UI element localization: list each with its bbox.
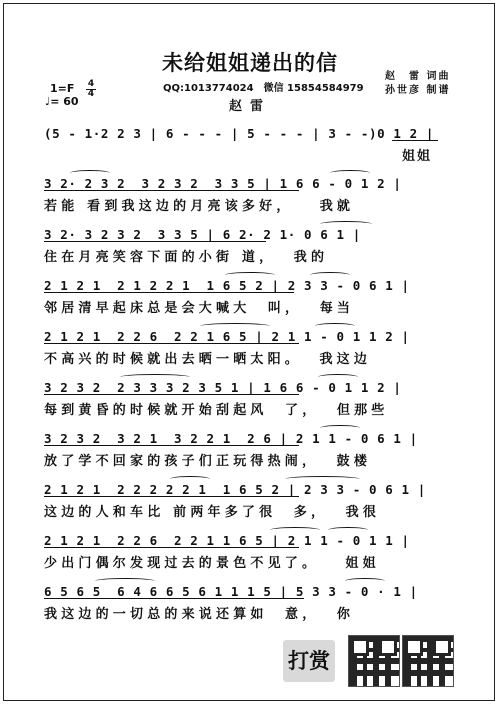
slur: [95, 578, 155, 584]
notation-row: 2 1 2 1 2 1 2 2 1 1 6 5 2 | 2 3 3 - 0 6 1 |: [44, 278, 410, 293]
slur: [328, 527, 368, 533]
slur: [330, 170, 370, 176]
lyric-row: 邻居清早起床总是会大喊大 叫， 每当: [44, 301, 355, 316]
lyric-row: 我这边的一切总的来说还算如 意， 你: [44, 607, 355, 622]
qr-code-icon: [402, 635, 454, 687]
notation-row: 2 1 2 1 2 2 6 2 2 1 6 5 | 2 1 1 - 0 1 1 2 |: [44, 329, 410, 344]
slur: [120, 374, 190, 380]
slur: [270, 527, 320, 533]
beam-line: [44, 496, 299, 497]
lyric-row: 这边的人和车比 前两年多了很 多， 我很: [44, 505, 381, 520]
key-signature: 1=F: [50, 82, 75, 95]
slur: [70, 170, 110, 176]
author-name: 赵雷: [228, 99, 271, 114]
intro-notes: (5 - 1·2 2 3 | 6 - - - | 5 - - - | 3 - -)0 1 2 |: [44, 126, 435, 141]
time-sig-bottom: 4: [87, 89, 95, 99]
beam-line: [392, 140, 438, 141]
lyric-row: 住在月亮笑容下面的小街 道， 我的: [44, 250, 329, 265]
beam-line: [44, 445, 299, 446]
slur: [225, 272, 275, 278]
tempo-marking: ♩= 60: [45, 95, 79, 108]
notation-row: 3 2 3 2 3 2 1 3 2 2 1 2 6 | 2 1 1 - 0 6 1 |: [44, 431, 418, 446]
reward-label: 打赏: [288, 649, 330, 673]
lyric-row: 若能 看到我这边的月亮该多好， 我就: [44, 199, 355, 214]
beam-line: [44, 190, 299, 191]
beam-line: [44, 598, 304, 599]
contact-info: QQ:1013774024 微信 15854584979: [163, 83, 364, 94]
beam-line: [44, 343, 299, 344]
notation-row: 3 2· 2 3 2 3 2 3 2 3 3 5 | 1 6 6 - 0 1 2 |: [44, 176, 402, 191]
slur: [320, 425, 360, 431]
slur: [320, 221, 372, 227]
score-maker: 孙世彦 制谱: [385, 85, 451, 96]
song-title: 未给姐姐递出的信: [162, 50, 338, 75]
slur: [315, 323, 355, 329]
notation-row: 3 2· 3 2 3 2 3 3 5 | 6 2· 2 1· 0 6 1 |: [44, 227, 361, 242]
notation-row: 6 5 6 5 6 4 6 6 5 6 1 1 1 5 | 5 3 3 - 0 · 1 |: [44, 584, 418, 599]
slur: [310, 272, 350, 278]
notation-row: 3 2 3 2 2 3 3 3 2 3 5 1 | 1 6 6 - 0 1 1 2 |: [44, 380, 402, 395]
slur: [200, 323, 270, 329]
notation-row: 2 1 2 1 2 2 2 2 2 1 1 6 5 2 | 2 3 3 - 0 6 1 |: [44, 482, 426, 497]
notation-row: 2 1 2 1 2 2 6 2 2 1 1 6 5 | 2 1 1 - 0 1 1 |: [44, 533, 410, 548]
lyric-row: 不高兴的时候就出去晒一晒太阳。 我这边: [44, 352, 372, 367]
slur: [345, 578, 385, 584]
lyric-row: 少出门偶尔发现过去的景色不见了。 姐姐: [44, 556, 380, 571]
slur: [170, 476, 210, 482]
slur: [318, 374, 358, 380]
beam-line: [44, 292, 294, 293]
beam-line: [44, 241, 266, 242]
intro-lyric: 姐姐: [402, 149, 433, 164]
lyric-row: 每到黄昏的时候就开始刮起风 了， 但那些: [44, 403, 389, 418]
beam-line: [44, 394, 299, 395]
lyricist-composer: 赵 雷 词曲: [385, 71, 451, 82]
time-signature: [86, 80, 96, 99]
lyric-row: 放了学不回家的孩子们正玩得热闹， 鼓楼: [44, 454, 372, 469]
beam-line: [44, 547, 299, 548]
reward-button[interactable]: [283, 640, 335, 682]
slur: [285, 476, 360, 482]
time-sig-top: 4: [87, 79, 95, 89]
qr-code-icon: [348, 635, 400, 687]
